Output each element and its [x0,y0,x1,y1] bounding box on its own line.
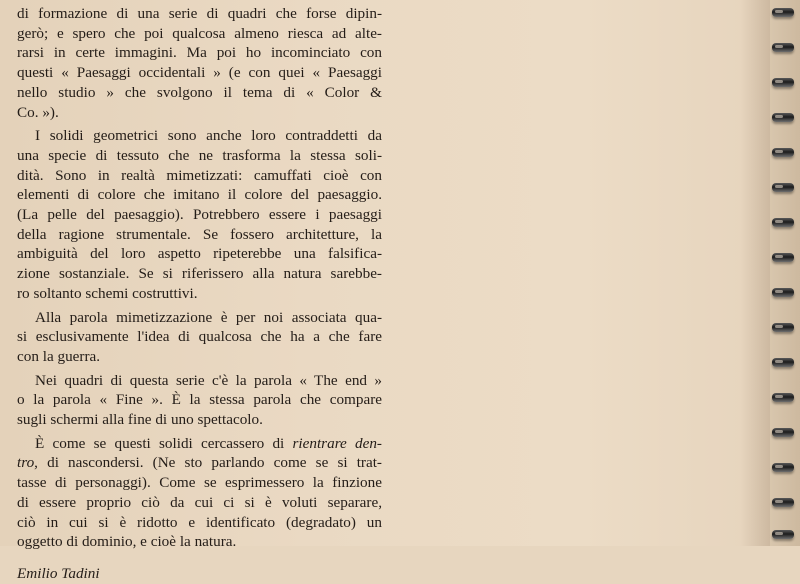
spiral-ring-icon [772,323,794,332]
text-line: tasse di personaggi). Come se esprimessero la finzione [17,474,382,492]
text-line: ro soltanto schemi costruttivi. [17,284,198,302]
spiral-ring-icon [772,8,794,17]
text-line: ciò in cui si è ridotto e identificato (degradato) un [17,513,382,531]
text-line: di formazione di una serie di quadri che forse dipin- [17,5,382,22]
text-line: (La pelle del paesaggio). Potrebbero essere i paesaggi [17,206,382,224]
spiral-ring-icon [772,288,794,297]
text-line: Co. »). [17,103,59,121]
text-line: È come se questi solidi cercassero di rientrare den- [35,434,382,452]
text-line: oggetto di dominio, e cioè la natura. [17,533,237,551]
author-signature: Emilio Tadini [17,564,100,582]
text-line: elementi di colore che imitano il colore del paesaggio. [17,186,382,204]
spiral-ring-icon [772,393,794,402]
text-line: questi « Paesaggi occidentali » (e con quei « Paesaggi [17,64,382,82]
text-line: gerò; e spero che poi qualcosa almeno riesca ad alte- [17,24,382,42]
spiral-ring-icon [772,428,794,437]
text-block [17,4,382,584]
spiral-ring-icon [772,530,794,539]
text-line: rarsi in certe immagini. Ma poi ho incominciato con [17,44,382,62]
spiral-ring-icon [772,148,794,157]
spiral-ring-icon [772,253,794,262]
text-line: con la guerra. [17,347,101,365]
text-line: nello studio » che svolgono il tema di « Color & [17,83,382,101]
text-line: ambiguità del loro aspetto ripeterebbe una falsifica- [17,245,382,263]
spiral-ring-icon [772,218,794,227]
text-line: I solidi geometrici sono anche loro contraddetti da [35,127,382,145]
text-line: tro, di nascondersi. (Ne sto parlando come se si trat- [17,454,382,472]
text-line: Alla parola mimetizzazione è per noi associata qua- [35,308,382,326]
text-line: zione sostanziale. Se si riferissero alla natura sarebbe- [17,265,382,283]
text-line: della ragione strumentale. Se fossero architetture, la [17,225,382,243]
spiral-ring-icon [772,463,794,472]
text-line: si esclusivamente l'idea di qualcosa che ha a che fare [17,328,382,346]
spiral-ring-icon [772,358,794,367]
spiral-ring-icon [772,498,794,507]
text-line: una specie di tessuto che ne trasforma la stessa soli- [17,146,382,164]
text-line: o la parola « Fine ». È la stessa parola che compare [17,391,382,409]
text-line: sugli schermi alla fine di uno spettacolo. [17,411,263,429]
spiral-ring-icon [772,113,794,122]
text-line: dità. Sono in realtà mimetizzati: camuffati cioè con [17,166,382,184]
text-line: Nei quadri di questa serie c'è la parola « The end » [35,371,382,389]
spiral-ring-icon [772,43,794,52]
spiral-ring-icon [772,183,794,192]
spiral-ring-icon [772,78,794,87]
spiral-binding [770,0,800,546]
text-line: di essere proprio ciò da cui ci si è voluti separare, [17,493,382,511]
